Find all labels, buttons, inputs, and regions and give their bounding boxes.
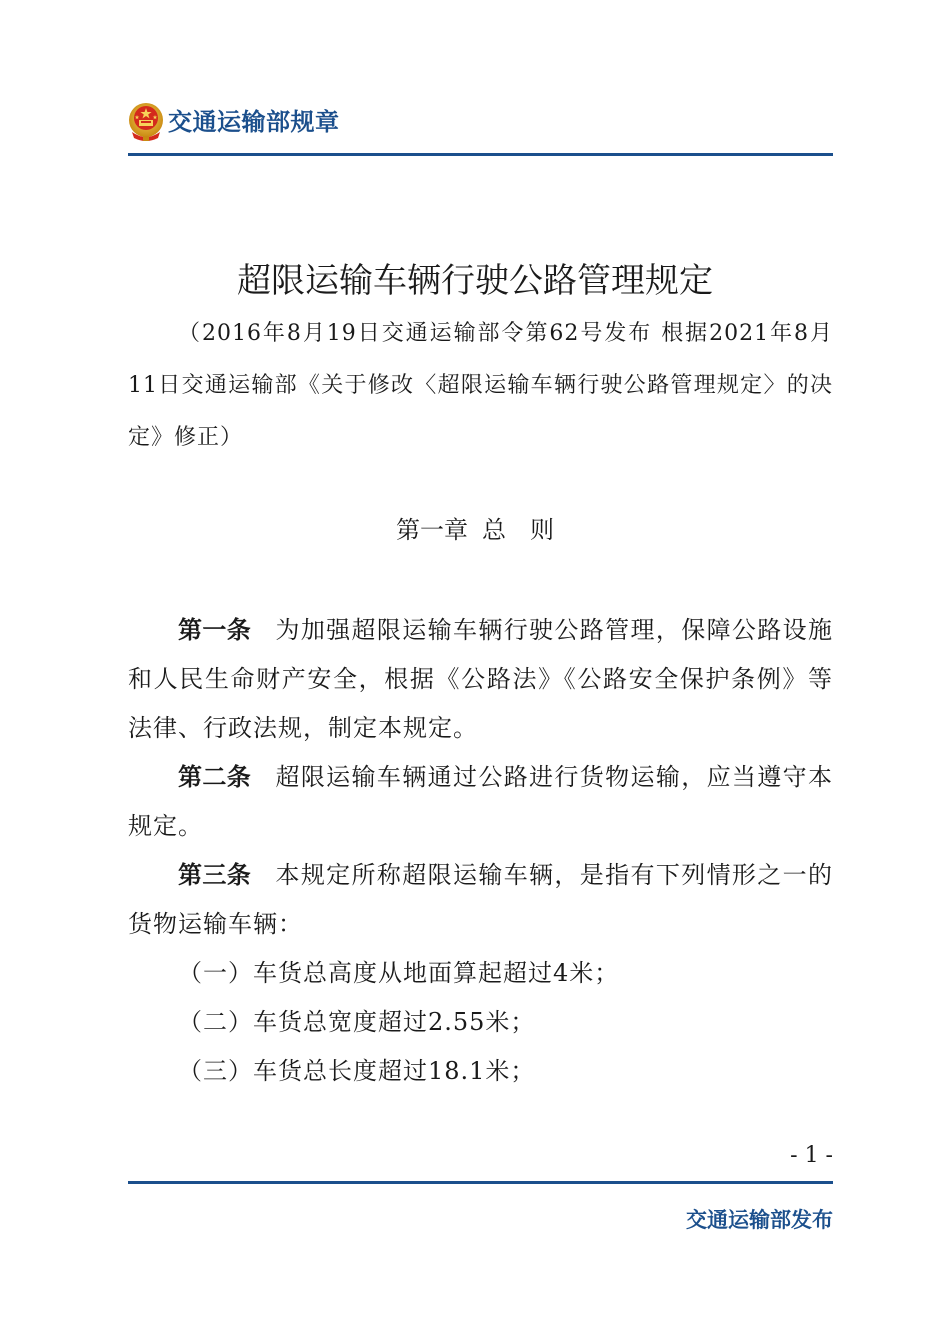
article-label: 第三条 <box>178 861 252 889</box>
chapter-name-part2: 则 <box>530 516 554 544</box>
list-item: （三）车货总长度超过18.1米； <box>178 1057 536 1085</box>
chapter-name-part1: 总 <box>482 516 506 544</box>
header-title: 交通运输部规章 <box>168 108 340 136</box>
header-divider <box>128 153 833 156</box>
article-list <box>128 606 833 1096</box>
footer-publisher: 交通运输部发布 <box>686 1208 833 1232</box>
page-header <box>128 98 833 146</box>
document-title: 超限运输车辆行驶公路管理规定 <box>237 261 713 301</box>
article-1 <box>128 606 833 753</box>
article-2 <box>128 753 833 851</box>
article-label: 第一条 <box>178 616 252 644</box>
national-emblem-icon <box>128 102 164 142</box>
chapter-number: 第一章 <box>396 516 468 544</box>
article-3 <box>128 851 833 949</box>
article-label: 第二条 <box>178 763 252 791</box>
article-text: 为加强超限运输车辆行驶公路管理，保障公路设施和人民生命财产安全，根据《公路法》《公路安全保护条例》等法律、行政法规，制定本规定。 <box>128 616 834 742</box>
footer-divider <box>128 1181 833 1184</box>
article-text: 超限运输车辆通过公路进行货物运输，应当遵守本规定。 <box>128 763 834 840</box>
page-number: - 1 - <box>790 1143 833 1168</box>
article-text: 本规定所称超限运输车辆，是指有下列情形之一的货物运输车辆： <box>128 861 834 938</box>
list-item: （一）车货总高度从地面算起超过4米； <box>178 959 620 987</box>
list-item: （二）车货总宽度超过2.55米； <box>178 1008 536 1036</box>
document-preamble: （2016年8月19日交通运输部令第62号发布 根据2021年8月11日交通运输部《关于修改〈超限运输车辆行驶公路管理规定〉的决定》修正） <box>128 321 833 450</box>
chapter-heading <box>0 506 950 554</box>
